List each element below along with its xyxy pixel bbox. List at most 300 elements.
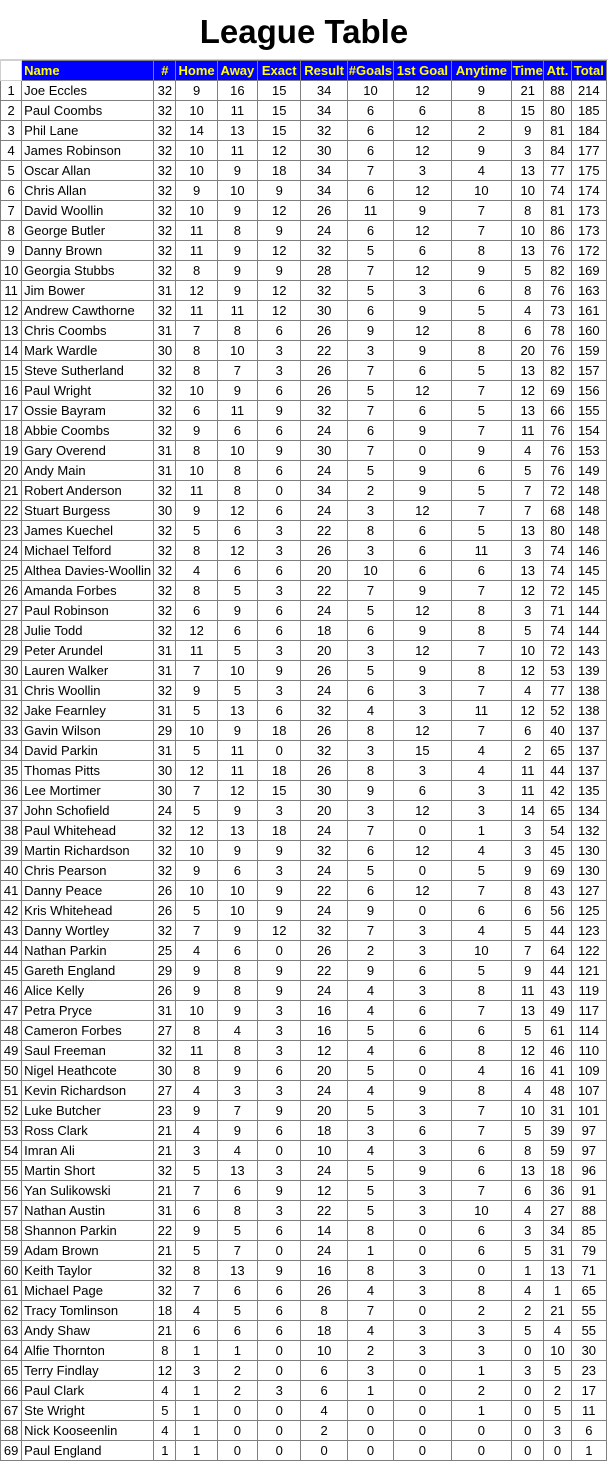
time-cell: 14	[512, 801, 544, 821]
attendance-cell: 76	[544, 281, 571, 301]
name-cell: Lauren Walker	[22, 661, 154, 681]
time-cell: 0	[512, 1441, 544, 1461]
played-cell: 27	[154, 1021, 176, 1041]
time-cell: 13	[512, 161, 544, 181]
played-cell: 32	[154, 561, 176, 581]
first-goal-cell: 3	[394, 1341, 451, 1361]
rank-cell: 59	[1, 1241, 22, 1261]
attendance-cell: 27	[544, 1201, 571, 1221]
name-cell: Stuart Burgess	[22, 501, 154, 521]
anytime-cell: 4	[451, 1061, 511, 1081]
table-row	[1, 681, 607, 701]
time-cell: 6	[512, 901, 544, 921]
exact-cell: 9	[258, 901, 301, 921]
name-cell: Robert Anderson	[22, 481, 154, 501]
time-cell: 3	[512, 601, 544, 621]
time-cell: 7	[512, 941, 544, 961]
anytime-cell: 7	[451, 681, 511, 701]
table-row	[1, 861, 607, 881]
exact-cell: 15	[258, 81, 301, 101]
name-cell: Ross Clark	[22, 1121, 154, 1141]
attendance-cell: 54	[544, 821, 571, 841]
exact-cell: 18	[258, 161, 301, 181]
time-cell: 5	[512, 1321, 544, 1341]
goals-cell: 4	[347, 1141, 393, 1161]
attendance-cell: 44	[544, 761, 571, 781]
result-cell: 22	[301, 961, 347, 981]
attendance-cell: 42	[544, 781, 571, 801]
exact-cell: 6	[258, 461, 301, 481]
rank-cell: 50	[1, 1061, 22, 1081]
total-cell: 144	[571, 601, 606, 621]
played-cell: 21	[154, 1241, 176, 1261]
result-cell: 32	[301, 241, 347, 261]
goals-cell: 4	[347, 1041, 393, 1061]
table-row	[1, 1181, 607, 1201]
anytime-cell: 8	[451, 981, 511, 1001]
played-cell: 32	[154, 261, 176, 281]
played-cell: 1	[154, 1441, 176, 1461]
away-cell: 0	[217, 1401, 257, 1421]
anytime-cell: 3	[451, 1341, 511, 1361]
played-cell: 31	[154, 1001, 176, 1021]
home-cell: 9	[176, 1101, 217, 1121]
home-cell: 1	[176, 1441, 217, 1461]
table-row	[1, 281, 607, 301]
time-cell: 8	[512, 881, 544, 901]
anytime-cell: 9	[451, 141, 511, 161]
result-cell: 4	[301, 1401, 347, 1421]
goals-cell: 11	[347, 201, 393, 221]
attendance-cell: 49	[544, 1001, 571, 1021]
away-cell: 5	[217, 1301, 257, 1321]
first-goal-cell: 3	[394, 981, 451, 1001]
goals-cell: 6	[347, 621, 393, 641]
away-cell: 12	[217, 501, 257, 521]
played-cell: 26	[154, 881, 176, 901]
away-cell: 13	[217, 701, 257, 721]
first-goal-cell: 0	[394, 1381, 451, 1401]
table-row	[1, 381, 607, 401]
away-cell: 9	[217, 841, 257, 861]
table-body	[1, 81, 607, 1461]
exact-cell: 0	[258, 1361, 301, 1381]
goals-cell: 5	[347, 1161, 393, 1181]
total-cell: 123	[571, 921, 606, 941]
attendance-cell: 5	[544, 1361, 571, 1381]
attendance-cell: 44	[544, 921, 571, 941]
rank-cell: 55	[1, 1161, 22, 1181]
away-cell: 7	[217, 361, 257, 381]
column-header-goals: #Goals	[347, 61, 393, 81]
table-row	[1, 1041, 607, 1061]
away-cell: 9	[217, 161, 257, 181]
home-cell: 10	[176, 161, 217, 181]
first-goal-cell: 12	[394, 721, 451, 741]
name-cell: Petra Pryce	[22, 1001, 154, 1021]
name-cell: Chris Coombs	[22, 321, 154, 341]
result-cell: 32	[301, 921, 347, 941]
anytime-cell: 8	[451, 241, 511, 261]
rank-cell: 66	[1, 1381, 22, 1401]
anytime-cell: 3	[451, 781, 511, 801]
played-cell: 30	[154, 761, 176, 781]
goals-cell: 0	[347, 1401, 393, 1421]
home-cell: 8	[176, 441, 217, 461]
goals-cell: 3	[347, 1361, 393, 1381]
total-cell: 117	[571, 1001, 606, 1021]
result-cell: 24	[301, 461, 347, 481]
time-cell: 13	[512, 561, 544, 581]
home-cell: 4	[176, 941, 217, 961]
home-cell: 10	[176, 1001, 217, 1021]
goals-cell: 7	[347, 821, 393, 841]
home-cell: 11	[176, 301, 217, 321]
home-cell: 8	[176, 1061, 217, 1081]
home-cell: 5	[176, 701, 217, 721]
anytime-cell: 7	[451, 501, 511, 521]
first-goal-cell: 0	[394, 1441, 451, 1461]
attendance-cell: 76	[544, 441, 571, 461]
time-cell: 2	[512, 741, 544, 761]
table-row	[1, 241, 607, 261]
exact-cell: 3	[258, 341, 301, 361]
time-cell: 9	[512, 861, 544, 881]
name-cell: Saul Freeman	[22, 1041, 154, 1061]
played-cell: 32	[154, 241, 176, 261]
away-cell: 9	[217, 921, 257, 941]
played-cell: 31	[154, 1201, 176, 1221]
result-cell: 32	[301, 401, 347, 421]
exact-cell: 0	[258, 1401, 301, 1421]
anytime-cell: 4	[451, 841, 511, 861]
result-cell: 24	[301, 981, 347, 1001]
played-cell: 21	[154, 1141, 176, 1161]
result-cell: 6	[301, 1381, 347, 1401]
anytime-cell: 9	[451, 261, 511, 281]
rank-cell: 67	[1, 1401, 22, 1421]
attendance-cell: 77	[544, 161, 571, 181]
goals-cell: 3	[347, 801, 393, 821]
name-cell: Yan Sulikowski	[22, 1181, 154, 1201]
home-cell: 7	[176, 781, 217, 801]
away-cell: 11	[217, 741, 257, 761]
total-cell: 185	[571, 101, 606, 121]
result-cell: 22	[301, 581, 347, 601]
total-cell: 119	[571, 981, 606, 1001]
goals-cell: 7	[347, 1301, 393, 1321]
rank-cell: 25	[1, 561, 22, 581]
result-cell: 18	[301, 1121, 347, 1141]
rank-cell: 8	[1, 221, 22, 241]
name-cell: Ste Wright	[22, 1401, 154, 1421]
home-cell: 11	[176, 481, 217, 501]
total-cell: 107	[571, 1081, 606, 1101]
first-goal-cell: 12	[394, 261, 451, 281]
attendance-cell: 71	[544, 601, 571, 621]
attendance-cell: 46	[544, 1041, 571, 1061]
played-cell: 30	[154, 781, 176, 801]
name-cell: George Butler	[22, 221, 154, 241]
table-row	[1, 101, 607, 121]
attendance-cell: 18	[544, 1161, 571, 1181]
first-goal-cell: 12	[394, 121, 451, 141]
first-goal-cell: 6	[394, 101, 451, 121]
played-cell: 32	[154, 181, 176, 201]
goals-cell: 6	[347, 841, 393, 861]
away-cell: 9	[217, 801, 257, 821]
total-cell: 174	[571, 181, 606, 201]
first-goal-cell: 6	[394, 1121, 451, 1141]
played-cell: 32	[154, 121, 176, 141]
table-row	[1, 821, 607, 841]
name-cell: Luke Butcher	[22, 1101, 154, 1121]
home-cell: 9	[176, 981, 217, 1001]
name-cell: Abbie Coombs	[22, 421, 154, 441]
attendance-cell: 0	[544, 1441, 571, 1461]
total-cell: 156	[571, 381, 606, 401]
anytime-cell: 7	[451, 721, 511, 741]
name-cell: John Schofield	[22, 801, 154, 821]
table-row	[1, 1081, 607, 1101]
played-cell: 32	[154, 601, 176, 621]
name-cell: Gareth England	[22, 961, 154, 981]
result-cell: 30	[301, 301, 347, 321]
exact-cell: 12	[258, 241, 301, 261]
table-row	[1, 1361, 607, 1381]
result-cell: 26	[301, 201, 347, 221]
first-goal-cell: 9	[394, 481, 451, 501]
goals-cell: 10	[347, 561, 393, 581]
table-row	[1, 121, 607, 141]
name-cell: David Parkin	[22, 741, 154, 761]
table-row	[1, 141, 607, 161]
home-cell: 1	[176, 1381, 217, 1401]
away-cell: 2	[217, 1381, 257, 1401]
table-row	[1, 1401, 607, 1421]
name-cell: James Robinson	[22, 141, 154, 161]
away-cell: 1	[217, 1341, 257, 1361]
goals-cell: 5	[347, 601, 393, 621]
goals-cell: 5	[347, 281, 393, 301]
rank-cell: 46	[1, 981, 22, 1001]
exact-cell: 3	[258, 1041, 301, 1061]
anytime-cell: 0	[451, 1421, 511, 1441]
goals-cell: 5	[347, 1181, 393, 1201]
rank-cell: 23	[1, 521, 22, 541]
home-cell: 6	[176, 1201, 217, 1221]
away-cell: 8	[217, 1041, 257, 1061]
time-cell: 6	[512, 1181, 544, 1201]
first-goal-cell: 0	[394, 1361, 451, 1381]
goals-cell: 4	[347, 981, 393, 1001]
anytime-cell: 7	[451, 581, 511, 601]
first-goal-cell: 0	[394, 901, 451, 921]
goals-cell: 7	[347, 921, 393, 941]
away-cell: 6	[217, 521, 257, 541]
result-cell: 28	[301, 261, 347, 281]
home-cell: 3	[176, 1361, 217, 1381]
home-cell: 9	[176, 681, 217, 701]
time-cell: 4	[512, 681, 544, 701]
first-goal-cell: 6	[394, 241, 451, 261]
rank-cell: 56	[1, 1181, 22, 1201]
away-cell: 5	[217, 681, 257, 701]
time-cell: 6	[512, 721, 544, 741]
exact-cell: 15	[258, 121, 301, 141]
goals-cell: 4	[347, 1001, 393, 1021]
result-cell: 24	[301, 1161, 347, 1181]
away-cell: 11	[217, 141, 257, 161]
total-cell: 137	[571, 721, 606, 741]
total-cell: 184	[571, 121, 606, 141]
played-cell: 31	[154, 641, 176, 661]
result-cell: 26	[301, 941, 347, 961]
name-cell: Andrew Cawthorne	[22, 301, 154, 321]
exact-cell: 0	[258, 1341, 301, 1361]
name-cell: Alfie Thornton	[22, 1341, 154, 1361]
result-cell: 0	[301, 1441, 347, 1461]
column-header-attendance: Att.	[544, 61, 571, 81]
goals-cell: 7	[347, 261, 393, 281]
name-cell: Danny Brown	[22, 241, 154, 261]
attendance-cell: 69	[544, 861, 571, 881]
goals-cell: 6	[347, 141, 393, 161]
played-cell: 32	[154, 161, 176, 181]
total-cell: 79	[571, 1241, 606, 1261]
anytime-cell: 5	[451, 481, 511, 501]
rank-cell: 43	[1, 921, 22, 941]
played-cell: 32	[154, 301, 176, 321]
total-cell: 153	[571, 441, 606, 461]
result-cell: 20	[301, 561, 347, 581]
total-cell: 97	[571, 1141, 606, 1161]
goals-cell: 7	[347, 401, 393, 421]
home-cell: 10	[176, 461, 217, 481]
time-cell: 0	[512, 1381, 544, 1401]
exact-cell: 0	[258, 941, 301, 961]
goals-cell: 2	[347, 481, 393, 501]
exact-cell: 3	[258, 1201, 301, 1221]
home-cell: 3	[176, 1141, 217, 1161]
total-cell: 139	[571, 661, 606, 681]
exact-cell: 3	[258, 1161, 301, 1181]
attendance-cell: 13	[544, 1261, 571, 1281]
first-goal-cell: 3	[394, 1181, 451, 1201]
goals-cell: 4	[347, 1081, 393, 1101]
table-row	[1, 581, 607, 601]
home-cell: 12	[176, 761, 217, 781]
header-row	[1, 61, 607, 81]
away-cell: 13	[217, 821, 257, 841]
rank-cell: 2	[1, 101, 22, 121]
rank-cell: 35	[1, 761, 22, 781]
played-cell: 32	[154, 1041, 176, 1061]
attendance-cell: 5	[544, 1401, 571, 1421]
exact-cell: 6	[258, 701, 301, 721]
home-cell: 12	[176, 821, 217, 841]
goals-cell: 5	[347, 241, 393, 261]
first-goal-cell: 12	[394, 841, 451, 861]
result-cell: 26	[301, 721, 347, 741]
total-cell: 135	[571, 781, 606, 801]
away-cell: 7	[217, 1241, 257, 1261]
result-cell: 26	[301, 1281, 347, 1301]
total-cell: 154	[571, 421, 606, 441]
total-cell: 134	[571, 801, 606, 821]
total-cell: 149	[571, 461, 606, 481]
home-cell: 5	[176, 1161, 217, 1181]
anytime-cell: 4	[451, 761, 511, 781]
total-cell: 137	[571, 761, 606, 781]
column-header-away: Away	[217, 61, 257, 81]
anytime-cell: 6	[451, 461, 511, 481]
rank-cell: 60	[1, 1261, 22, 1281]
time-cell: 10	[512, 1101, 544, 1121]
anytime-cell: 10	[451, 181, 511, 201]
rank-cell: 44	[1, 941, 22, 961]
time-cell: 12	[512, 381, 544, 401]
exact-cell: 0	[258, 1441, 301, 1461]
first-goal-cell: 9	[394, 621, 451, 641]
rank-cell: 31	[1, 681, 22, 701]
exact-cell: 9	[258, 981, 301, 1001]
total-cell: 71	[571, 1261, 606, 1281]
time-cell: 4	[512, 1281, 544, 1301]
played-cell: 32	[154, 1281, 176, 1301]
attendance-cell: 81	[544, 201, 571, 221]
played-cell: 32	[154, 221, 176, 241]
result-cell: 14	[301, 1221, 347, 1241]
exact-cell: 6	[258, 321, 301, 341]
goals-cell: 3	[347, 641, 393, 661]
anytime-cell: 8	[451, 1041, 511, 1061]
result-cell: 26	[301, 761, 347, 781]
exact-cell: 3	[258, 361, 301, 381]
exact-cell: 6	[258, 381, 301, 401]
played-cell: 31	[154, 741, 176, 761]
anytime-cell: 3	[451, 801, 511, 821]
rank-cell: 64	[1, 1341, 22, 1361]
result-cell: 2	[301, 1421, 347, 1441]
first-goal-cell: 6	[394, 961, 451, 981]
played-cell: 32	[154, 521, 176, 541]
home-cell: 8	[176, 341, 217, 361]
attendance-cell: 36	[544, 1181, 571, 1201]
rank-cell: 3	[1, 121, 22, 141]
anytime-cell: 7	[451, 1001, 511, 1021]
attendance-cell: 56	[544, 901, 571, 921]
rank-cell: 24	[1, 541, 22, 561]
attendance-cell: 72	[544, 581, 571, 601]
goals-cell: 3	[347, 341, 393, 361]
home-cell: 4	[176, 1301, 217, 1321]
home-cell: 9	[176, 861, 217, 881]
away-cell: 10	[217, 901, 257, 921]
away-cell: 8	[217, 1201, 257, 1221]
first-goal-cell: 9	[394, 1161, 451, 1181]
rank-cell: 26	[1, 581, 22, 601]
goals-cell: 5	[347, 381, 393, 401]
first-goal-cell: 12	[394, 381, 451, 401]
first-goal-cell: 0	[394, 1401, 451, 1421]
total-cell: 85	[571, 1221, 606, 1241]
anytime-cell: 8	[451, 601, 511, 621]
anytime-cell: 8	[451, 101, 511, 121]
played-cell: 32	[154, 481, 176, 501]
attendance-cell: 61	[544, 1021, 571, 1041]
total-cell: 138	[571, 701, 606, 721]
